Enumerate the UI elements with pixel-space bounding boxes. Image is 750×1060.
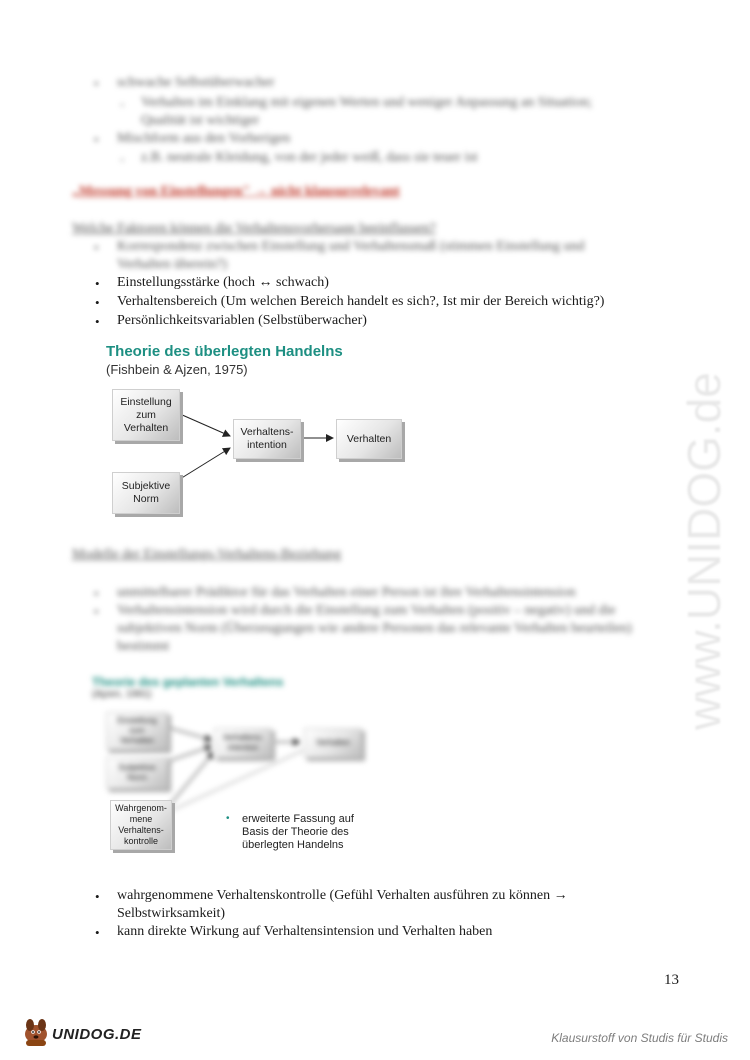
note-line: erweiterte Fassung auf — [242, 813, 354, 825]
svg-text:www.UNIDOG.de: www.UNIDOG.de — [678, 372, 730, 730]
page-number: 13 — [664, 972, 679, 988]
box-intention: Verhaltens- intention — [233, 419, 301, 459]
bullet-dot: • — [94, 586, 99, 601]
list-item: Einstellungsstärke (hoch ↔ schwach) — [117, 275, 329, 290]
box-behavior: Verhalten — [336, 419, 402, 459]
blurred-mid-bullet-2-l3: bestimmt — [117, 639, 170, 654]
blurred-sub-2: z.B. neutrale Kleidung, von der jeder weiß, dass sie teuer ist — [141, 150, 478, 165]
bullet-dot: • — [95, 276, 100, 291]
blurred-bullet-2: Mischform aus den Vorherigen — [117, 131, 291, 146]
bullet-dot: • — [95, 889, 100, 904]
blurred-sub-1-l2: Qualität ist wichtiger — [141, 113, 260, 128]
watermark — [640, 270, 750, 750]
question-heading: Welche Faktoren können die Verhaltensvorhersage beeinflussen? — [72, 221, 436, 236]
bullet-dot: • — [94, 76, 99, 91]
fig2-box-norm: Subjektive Norm — [106, 757, 168, 789]
footer-tagline: Klausurstoff von Studis für Studis — [551, 1031, 728, 1045]
bullet-dot: • — [95, 925, 100, 940]
models-heading: Modelle der Einstellungs-Verhaltens-Beziehung — [72, 547, 342, 562]
blurred-bullet-1: schwache Selbstüberwacher — [117, 75, 275, 90]
box-attitude: Einstellung zum Verhalten — [112, 389, 180, 441]
note-line: Basis der Theorie des — [242, 826, 349, 838]
fig2-box-intention: Verhaltens- intention — [214, 728, 272, 758]
blurred-bullet-3-l1: Korrespondenz zwischen Einstellung und Verhaltensmaß (stimmen Einstellung und — [117, 239, 585, 254]
blurred-sub-1-l1: Verhalten im Einklang mit eigenen Werten und weniger Anpassung an Situation; — [141, 95, 593, 110]
bullet-dot: • — [94, 604, 99, 619]
fig2-box-perceived-control: Wahrgenom- mene Verhaltens- kontrolle — [110, 800, 172, 850]
blurred-mid-bullet-2-l1: Verhaltensintension wird durch die Einstellung zum Verhalten (positiv – negativ) und die — [117, 603, 616, 618]
fig2-box-attitude: Einstellung zum Verhalten — [106, 712, 168, 750]
figure-planned-behavior — [86, 672, 406, 852]
figure-reasoned-action — [90, 336, 410, 528]
figure2-subtitle: (Ajzen, 1991) — [92, 689, 152, 700]
list-item: kann direkte Wirkung auf Verhaltensintension und Verhalten haben — [117, 924, 493, 939]
note-bullet: • — [226, 813, 230, 824]
list-item-continued: Selbstwirksamkeit) — [117, 906, 226, 921]
bullet-dot: • — [95, 314, 100, 329]
sub-bullet-dash: - — [120, 96, 125, 111]
note-line: überlegten Handelns — [242, 839, 344, 851]
figure-subtitle: (Fishbein & Ajzen, 1975) — [106, 362, 248, 377]
fig2-box-behavior: Verhalten — [304, 728, 362, 758]
red-heading: „Messung von Einstellungen" → nicht klausurrelevant — [72, 184, 400, 199]
blurred-bullet-3-l2: Verhalten überein?) — [117, 257, 227, 272]
bullet-dot: • — [94, 240, 99, 255]
unidog-logo — [20, 1014, 150, 1050]
list-item: Persönlichkeitsvariablen (Selbstüberwacher) — [117, 313, 367, 328]
figure2-note — [242, 813, 354, 852]
list-item: Verhaltensbereich (Um welchen Bereich handelt es sich?, Ist mir der Bereich wichtig?) — [117, 294, 605, 309]
bullet-dot: • — [95, 295, 100, 310]
figure2-title: Theorie des geplanten Verhaltens — [92, 675, 284, 689]
bullet-dot: • — [94, 132, 99, 147]
blurred-mid-bullet-2-l2: subjektiven Norm (Überzeugungen wie andere Personen das relevante Verhalten beurteilen) — [117, 621, 632, 636]
logo-text: UNIDOG.DE — [52, 1026, 142, 1043]
box-subjective-norm: Subjektive Norm — [112, 472, 180, 514]
sub-bullet-dash: - — [120, 151, 125, 166]
figure-title: Theorie des überlegten Handelns — [106, 343, 343, 360]
blurred-mid-bullet-1: unmittelbarer Prädiktor für das Verhalten einer Person ist ihre Verhaltensintension — [117, 585, 576, 600]
list-item: wahrgenommene Verhaltenskontrolle (Gefühl Verhalten ausführen zu können → — [117, 888, 568, 903]
